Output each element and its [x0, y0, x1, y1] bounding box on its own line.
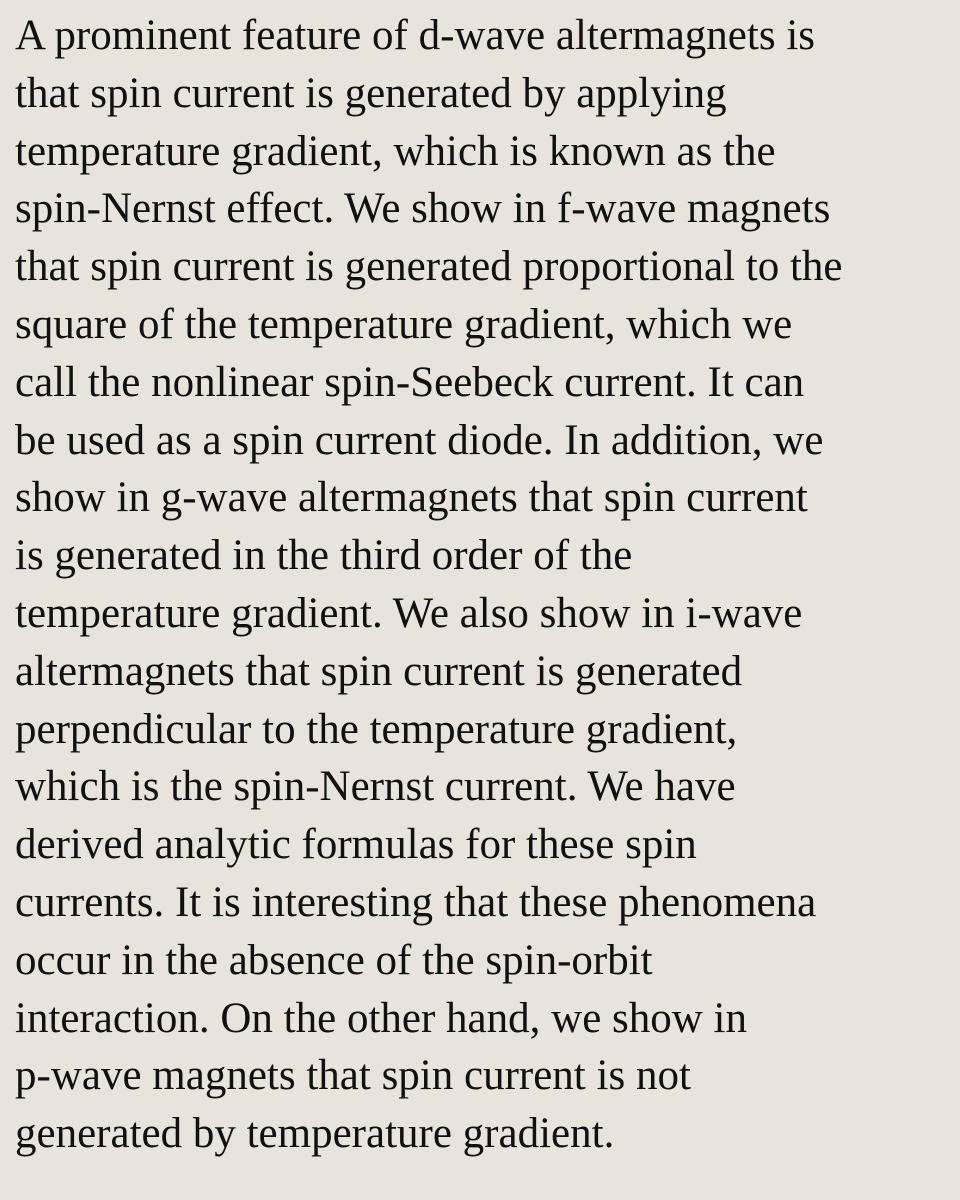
text-line: square of the temperature gradient, which we [15, 300, 793, 348]
text-line: call the nonlinear spin-Seebeck current. It can [15, 358, 805, 406]
text-line: temperature gradient. We also show in i-wave [15, 589, 803, 637]
text-line: that spin current is generated by applying [15, 69, 727, 117]
text-line: be used as a spin current diode. In addition, we [15, 416, 824, 464]
text-line: temperature gradient, which is known as the [15, 127, 776, 175]
text-line: spin-Nernst effect. We show in f-wave magnets [15, 185, 831, 233]
text-line: show in g-wave altermagnets that spin current [15, 474, 808, 522]
text-line: which is the spin-Nernst current. We have [15, 763, 736, 811]
text-line: derived analytic formulas for these spin [15, 821, 697, 869]
abstract-text [15, 7, 955, 1163]
text-line: occur in the absence of the spin-orbit [15, 936, 653, 984]
text-line: A prominent feature of d-wave altermagnets is [15, 12, 815, 59]
text-line: generated by temperature gradient. [15, 1110, 615, 1158]
text-line: currents. It is interesting that these phenomena [15, 878, 817, 926]
text-line: p-wave magnets that spin current is not [15, 1052, 691, 1100]
text-line: interaction. On the other hand, we show in [15, 994, 748, 1042]
text-line: that spin current is generated proportional to the [15, 243, 843, 291]
text-line: perpendicular to the temperature gradient, [15, 705, 738, 753]
text-line: is generated in the third order of the [15, 532, 633, 580]
text-line: altermagnets that spin current is generated [15, 647, 743, 695]
